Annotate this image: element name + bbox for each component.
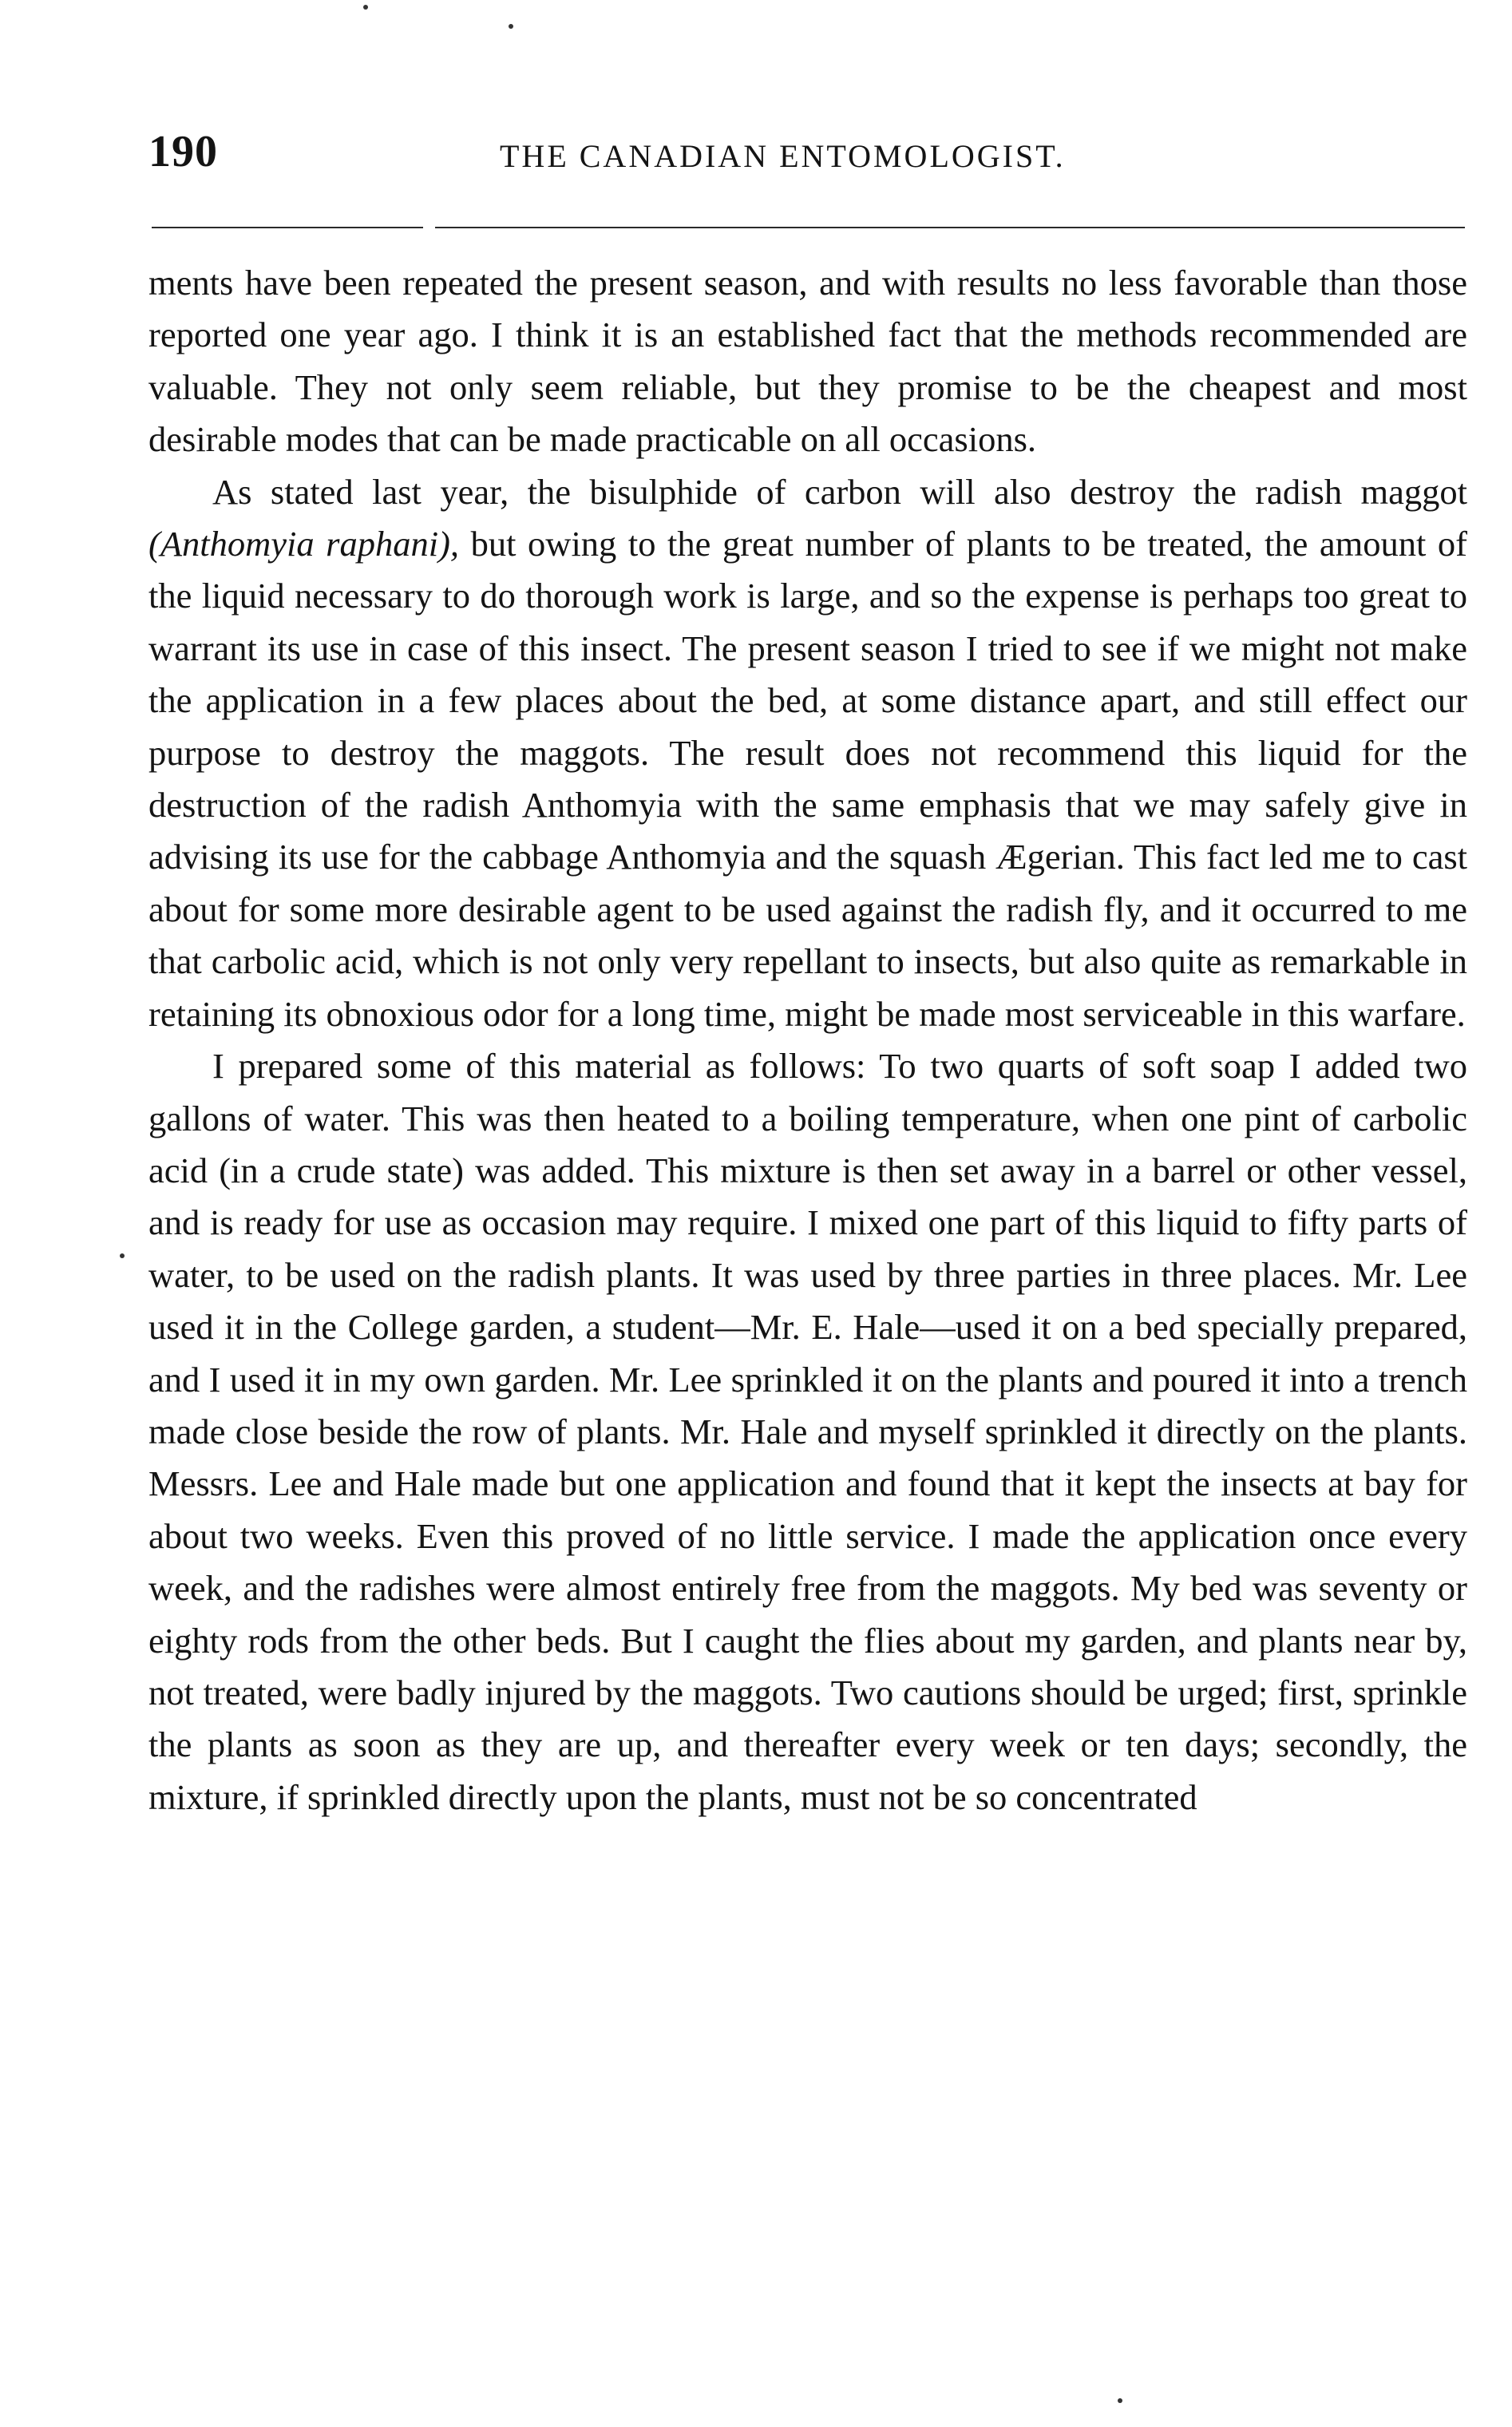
scan-speck [120, 1253, 125, 1258]
species-name: (Anthomyia raphani), [148, 524, 460, 564]
running-title: THE CANADIAN ENTOMOLOGIST. [500, 138, 1066, 174]
body-text [148, 257, 1467, 1823]
paragraph-3: I prepared some of this material as follows: To two quarts of soft soap I added two gallons of water. This was then heated to a boiling temperature, when one pint of carbolic acid (in a crude state) was added. This mixture is then set away in a barrel or other vessel, and is ready for use as occasion may require. I mixed one part of this liquid to fifty parts of water, to be used on the radish plants. It was used by three parties in three places. Mr. Lee used it in the College garden, a student—Mr. E. Hale—used it on a bed specially prepared, and I used it in my own garden. Mr. Lee sprinkled it on the plants and poured it into a trench made close beside the row of plants. Mr. Hale and myself sprinkled it directly on the plants. Messrs. Lee and Hale made but one application and found that it kept the insects at bay for about two weeks. Even this proved of no little service. I made the application once every week, and the radishes were almost entirely free from the maggots. My bed was seventy or eighty rods from the other beds. But I caught the flies about my garden, and plants near by, not treated, were badly injured by the maggots. Two cautions should be urged; first, sprinkle the plants as soon as they are up, and thereafter every week or ten days; secondly, the mixture, if sprinkled directly upon the plants, must not be so concentrated [148, 1046, 1467, 1817]
scan-speck [1118, 2398, 1122, 2403]
paragraph-1: ments have been repeated the present season, and with results no less favorable than those reported one year ago. I think it is an established fact that the methods recommended are valuable. They not only seem reliable, but they promise to be the cheapest and most desirable modes that can be made practicable on all occasions. [148, 263, 1467, 460]
page-number: 190 [148, 127, 218, 176]
header-rule-right [435, 227, 1465, 228]
paragraph-2 [148, 466, 1467, 1040]
paragraph-2-start: As stated last year, the bisulphide of carbon will also destroy the radish maggot [212, 471, 1467, 512]
scan-speck [509, 24, 513, 29]
header-rule-left [152, 227, 423, 228]
paragraph-2-rest: but owing to the great number of plants to be treated, the amount of the liquid necessary to do thorough work is large, and so the expense is perhaps too great to warrant its use in case of this insect. The present season I tried to see if we might not make the application in a few places about the bed, at some distance apart, and still effect our purpose to destroy the maggots. The result does not recommend this liquid for the destruction of the radish Anthomyia with the same emphasis that we may safely give in advising its use for the cabbage Anthomyia and the squash Ægerian. This fact led me to cast about for some more desirable agent to be used against the radish fly, and it occurred to me that carbolic acid, which is not only very repellant to insects, but also quite as remarkable in retaining its obnoxious odor for a long time, might be made most serviceable in this warfare. [148, 524, 1467, 1034]
scan-speck [363, 5, 368, 10]
page-header [148, 126, 1466, 190]
